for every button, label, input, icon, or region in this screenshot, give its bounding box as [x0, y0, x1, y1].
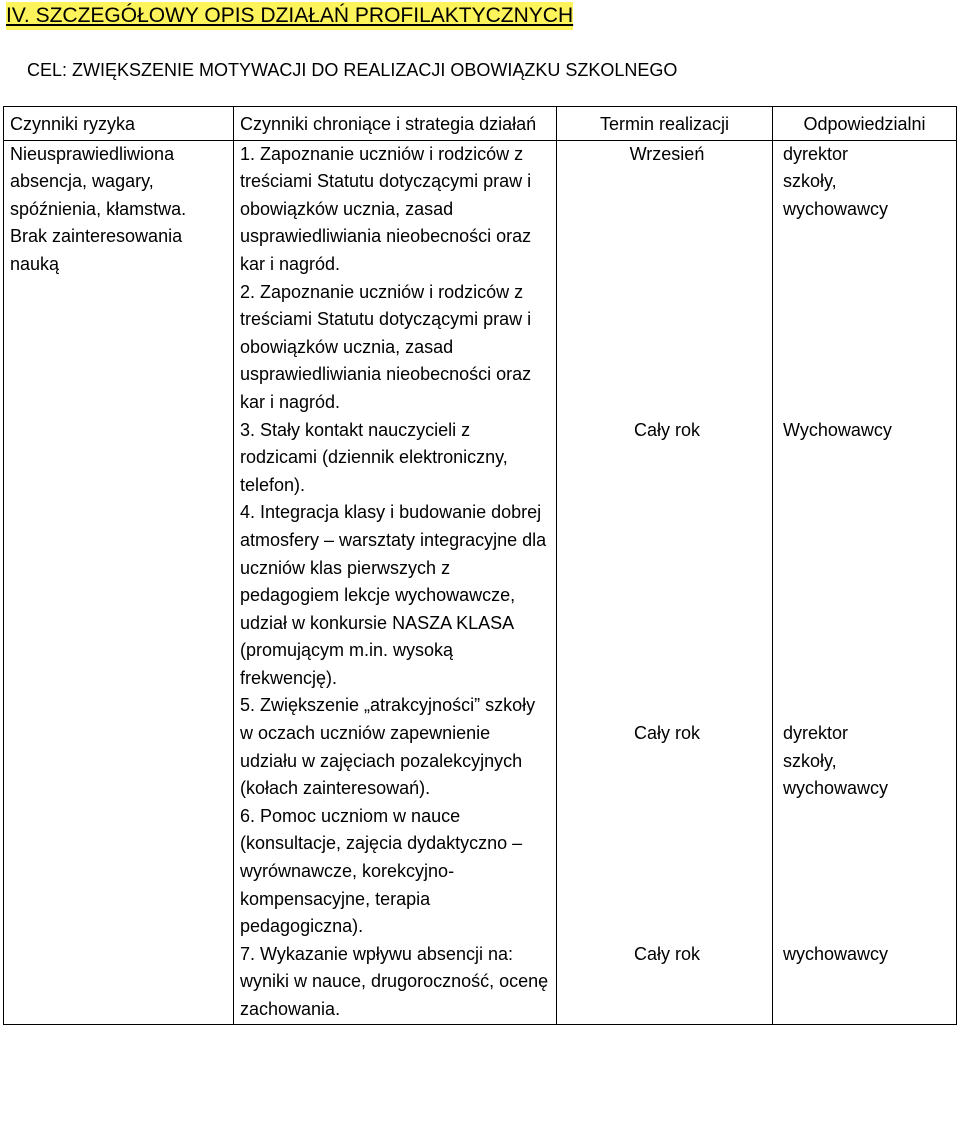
term-value: Wrzesień	[629, 143, 705, 164]
goal-statement: CEL: ZWIĘKSZENIE MOTYWACJI DO REALIZACJI OBOWIĄZKU SZKOLNEGO	[27, 60, 678, 80]
responsible-value: wychowawcy	[783, 943, 889, 964]
responsible-value: dyrektor szkoły, wychowawcy	[783, 143, 889, 219]
header-responsible: Odpowiedzialni	[773, 107, 957, 141]
prevention-plan-table	[3, 106, 957, 1025]
risk-line: absencja, wagary,	[10, 171, 154, 192]
header-risk-factors: Czynniki ryzyka	[4, 107, 234, 141]
risk-line: Nieusprawiedliwiona	[10, 143, 175, 164]
protective-actions-cell	[234, 140, 557, 1024]
table-row	[4, 140, 957, 1024]
action-item-6: 6. Pomoc uczniom w nauce (konsultacje, zajęcia dydaktyczno – wyrównawcze, korekcyjno-kompensacyjne, terapia pedagogiczna).	[240, 805, 523, 937]
responsible-value: dyrektor szkoły, wychowawcy	[783, 723, 889, 799]
risk-line: spóźnienia, kłamstwa.	[10, 198, 187, 219]
term-value: Cały rok	[633, 723, 700, 744]
action-item-1: 1. Zapoznanie uczniów i rodziców z treściami Statutu dotyczącymi praw i obowiązków ucznia, zasad usprawiedliwiania nieobecności oraz kar i nagród.	[240, 143, 532, 274]
action-item-5: 5. Zwiększenie „atrakcyjności” szkoły w oczach uczniów zapewnienie udziału w zajęciach pozalekcyjnych (kołach zainteresowań).	[240, 695, 536, 799]
spacer	[783, 223, 950, 416]
section-heading: IV. SZCZEGÓŁOWY OPIS DZIAŁAŃ PROFILAKTYCZNYCH	[6, 2, 573, 30]
risk-line: nauką	[10, 253, 60, 274]
action-item-7: 7. Wykazanie wpływu absencji na: wyniki w nauce, drugoroczność, ocenę zachowania.	[240, 943, 549, 1019]
header-term: Termin realizacji	[557, 107, 773, 141]
action-item-2: 2. Zapoznanie uczniów i rodziców z treściami Statutu dotyczącymi praw i obowiązków ucznia, zasad usprawiedliwiania nieobecności oraz kar i nagród.	[240, 281, 532, 412]
risk-factors-cell	[4, 140, 234, 1024]
term-value: Cały rok	[633, 943, 700, 964]
spacer	[568, 748, 766, 941]
spacer	[568, 444, 766, 720]
term-value: Cały rok	[633, 419, 700, 440]
action-item-3: 3. Stały kontakt nauczycieli z rodzicami (dziennik elektroniczny, telefon).	[240, 419, 508, 495]
spacer	[568, 168, 766, 416]
header-protective-factors: Czynniki chroniące i strategia działań	[234, 107, 557, 141]
spacer	[783, 803, 950, 941]
spacer	[783, 444, 950, 720]
responsible-value: Wychowawcy	[783, 419, 892, 440]
risk-line: Brak zainteresowania	[10, 226, 183, 247]
responsible-cell	[773, 140, 957, 1024]
term-cell	[557, 140, 773, 1024]
action-item-4: 4. Integracja klasy i budowanie dobrej atmosfery – warsztaty integracyjne dla uczniów klas pierwszych z pedagogiem lekcje wychowawcze, udział w konkursie NASZA KLASA (promującym m.in. wysoką frekwencję).	[240, 502, 547, 688]
table-header-row	[4, 107, 957, 141]
